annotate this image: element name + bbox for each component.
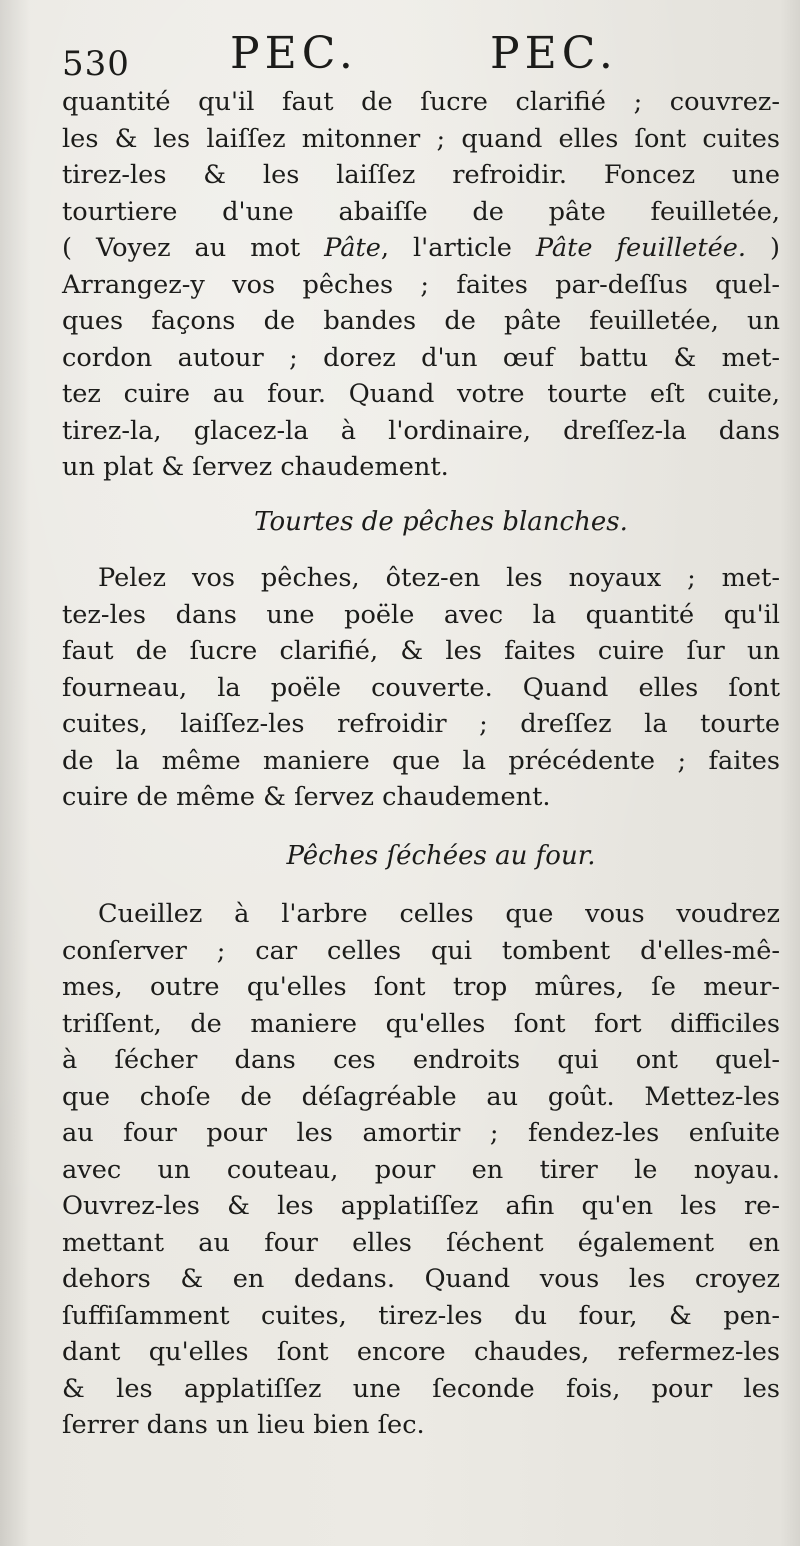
text-line: faut de ſucre clarifié, & les faites cuire ſur un (62, 636, 780, 666)
text-line: Cueillez à l'arbre celles que vous voudrez (98, 899, 780, 929)
text-line: dant qu'elles ſont encore chaudes, refermez-les (62, 1337, 780, 1367)
text-line: dehors & en dedans. Quand vous les croyez (62, 1264, 780, 1294)
text-line: tirez-les & les laiſſez refroidir. Foncez une (62, 160, 780, 190)
cross-reference-lead: ( Voyez au mot (62, 233, 325, 263)
text-line: avec un couteau, pour en tirer le noyau. (62, 1154, 780, 1185)
text-line: mes, outre qu'elles ſont trop mûres, ſe meur- (62, 972, 780, 1002)
text-line: conſerver ; car celles qui tombent d'elles-mê- (62, 935, 780, 966)
text-line: tourtiere d'une abaiſſe de pâte feuilletée, (62, 196, 780, 227)
text-line: ſuffiſamment cuites, tirez-les du four, & pen- (62, 1300, 780, 1331)
text-line: triſſent, de maniere qu'elles ſont fort difficiles (62, 1008, 780, 1039)
text-line: un plat & ſervez chaudement. (62, 452, 449, 482)
section-title-white-peach-tarts: Tourtes de pêches blanches. (254, 506, 628, 537)
text-line: fourneau, la poële couverte. Quand elles ſont (62, 672, 780, 703)
text-line: mettant au four elles ſéchent également en (62, 1227, 780, 1258)
page-header (62, 22, 780, 84)
text-line: tez-les dans une poële avec la quantité qu'il (62, 599, 780, 630)
text-line: que choſe de déſagréable au goût. Mettez-les (62, 1081, 780, 1112)
text-line: cuites, laiſſez-les refroidir ; dreſſez la tourte (62, 709, 780, 739)
text-line-cross-reference (62, 230, 780, 267)
text-line: tirez-la, glacez-la à l'ordinaire, dreſſez-la dans (62, 415, 780, 446)
text-line: au four pour les amortir ; fendez-les enſuite (62, 1118, 780, 1148)
text-line: de la même maniere que la précédente ; faites (62, 745, 780, 776)
text-line: quantité qu'il faut de ſucre clarifié ; couvrez- (62, 87, 780, 117)
page-body (62, 84, 780, 1444)
text-line: & les applatiſſez une ſeconde fois, pour les (62, 1373, 780, 1404)
text-line: cordon autour ; dorez d'un œuf battu & met- (62, 342, 780, 373)
cross-reference-article: Pâte feuilletée. (535, 233, 747, 263)
text-line: Arrangez-y vos pêches ; faites par-deſſus quel- (62, 269, 780, 300)
paragraph-white-peach-tarts (62, 560, 780, 816)
running-head-right: PEC. (490, 28, 618, 79)
text-line: tez cuire au four. Quand votre tourte eſt cuite, (62, 379, 780, 409)
section-title-oven-dried-peaches: Pêches ſéchées au four. (286, 840, 596, 871)
text-line: Pelez vos pêches, ôtez-en les noyaux ; met- (98, 563, 780, 593)
cross-reference-middle: , l'article (380, 233, 536, 263)
text-line: Ouvrez-les & les applatiſſez afin qu'en les re- (62, 1191, 780, 1221)
text-line: ques façons de bandes de pâte feuilletée, un (62, 306, 780, 336)
cross-reference-close: ) (746, 233, 780, 263)
paragraph-oven-dried-peaches (62, 896, 780, 1444)
page-number: 530 (62, 44, 130, 84)
running-head-left: PEC. (230, 28, 358, 79)
text-line: les & les laiſſez mitonner ; quand elles ſont cuites (62, 123, 780, 154)
text-line: cuire de même & ſervez chaudement. (62, 782, 551, 812)
paragraph-peach-tart-continued (62, 84, 780, 486)
text-line: à ſécher dans ces endroits qui ont quel- (62, 1045, 780, 1075)
cross-reference-word: Pâte (324, 233, 381, 263)
text-line: ſerrer dans un lieu bien ſec. (62, 1410, 425, 1440)
